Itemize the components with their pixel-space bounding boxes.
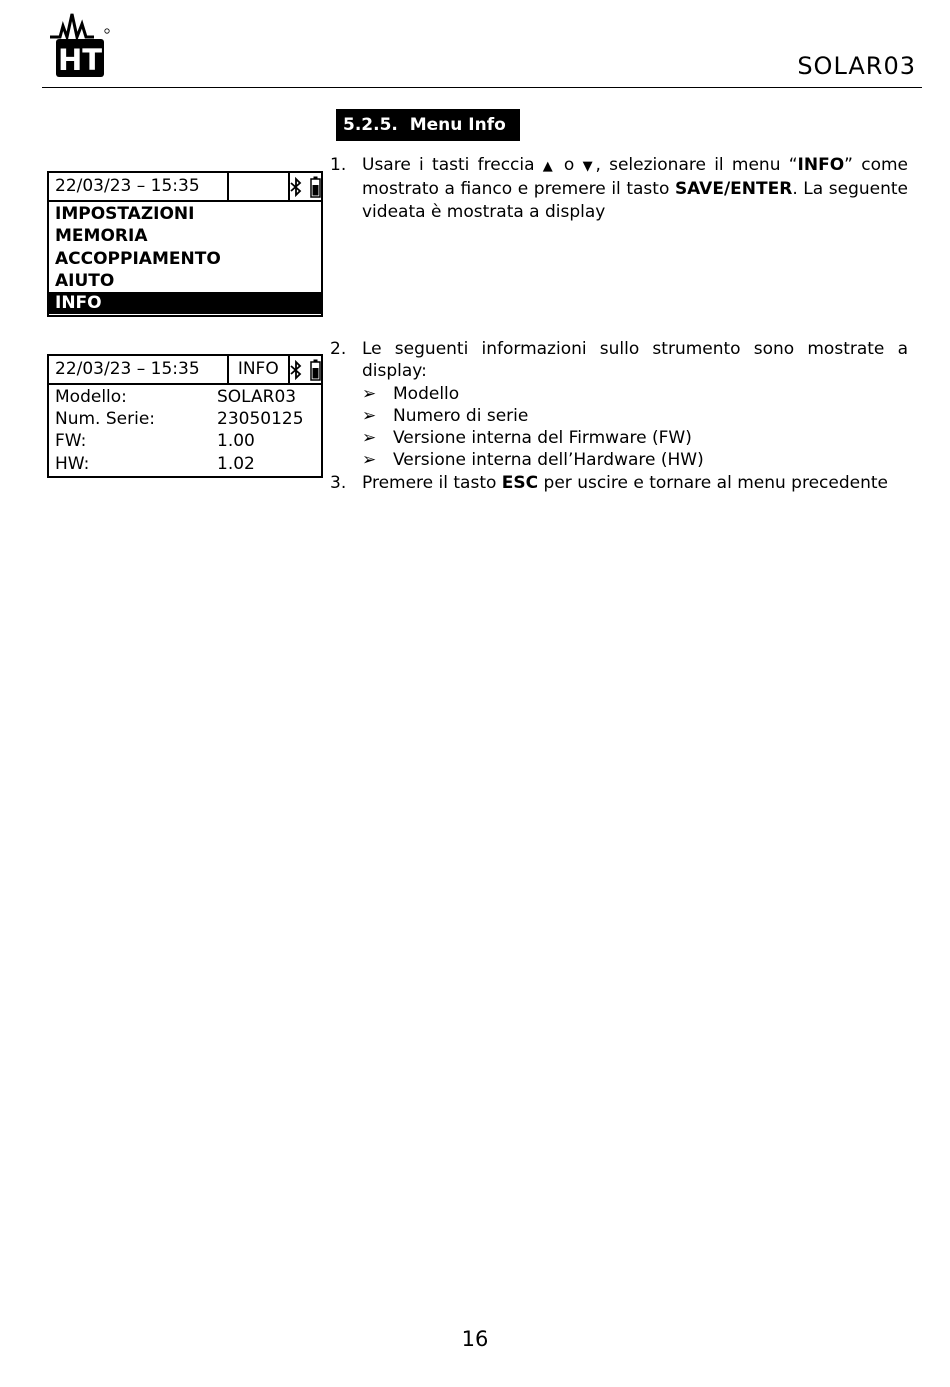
bullet-list	[362, 383, 908, 472]
display-status-bar	[49, 173, 321, 202]
arrow-up-icon: ▲	[542, 159, 556, 174]
step-1	[330, 154, 908, 223]
info-label: FW:	[55, 431, 87, 452]
bullet-text: Versione interna del Firmware (FW)	[393, 428, 692, 449]
info-value: SOLAR03	[217, 387, 297, 407]
arrow-bullet-icon: ➢	[362, 450, 377, 471]
bluetooth-icon	[290, 177, 302, 197]
info-value: 1.00	[217, 431, 255, 452]
info-value: 23050125	[217, 409, 304, 430]
arrow-down-icon: ▼	[582, 159, 596, 174]
list-item	[362, 449, 908, 471]
display-menu-screen	[47, 171, 323, 317]
info-row-serial	[49, 408, 321, 430]
text-run: Premere il tasto	[362, 473, 502, 493]
step-3	[330, 472, 908, 494]
info-row-fw	[49, 430, 321, 452]
step-text	[362, 338, 908, 472]
bluetooth-icon	[290, 360, 302, 380]
menu-item-accoppiamento[interactable]: ACCOPPIAMENTO	[55, 248, 221, 269]
bullet-text: Versione interna dell’Hardware (HW)	[393, 450, 704, 471]
info-label: HW:	[55, 453, 90, 474]
step-number: 2.	[330, 339, 347, 359]
battery-icon	[310, 359, 321, 381]
display-menu-list	[49, 202, 321, 315]
model-title: SOLAR03	[797, 52, 916, 80]
display-info-list	[49, 385, 321, 476]
menu-item-aiuto[interactable]: AIUTO	[55, 270, 115, 291]
list-item	[362, 427, 908, 449]
info-value: 1.02	[217, 453, 255, 474]
key-esc: ESC	[501, 473, 539, 493]
step-text	[362, 154, 908, 223]
display-info-screen	[47, 354, 323, 478]
step-number: 3.	[330, 473, 347, 493]
display-mode: INFO	[227, 356, 288, 383]
display-datetime: 22/03/23 – 15:35	[55, 176, 200, 196]
step-2	[330, 338, 908, 472]
text-run: Usare i tasti freccia	[362, 155, 543, 175]
section-number: 5.2.5.	[343, 115, 398, 135]
info-row-model	[49, 386, 321, 408]
display-datetime: 22/03/23 – 15:35	[55, 359, 200, 379]
list-item	[362, 405, 908, 427]
menu-item-memoria[interactable]: MEMORIA	[55, 226, 148, 247]
header-divider	[42, 87, 922, 88]
text-run: per uscire e tornare al menu precedente	[538, 473, 888, 493]
info-label: Num. Serie:	[55, 409, 156, 430]
text-run: . La seguente videata è mostrata a display	[362, 179, 908, 222]
list-item	[362, 383, 908, 405]
text-run: ” come mostrato a fianco e premere il tasto	[362, 155, 909, 200]
bullet-text: Modello	[393, 383, 460, 404]
logo-text: HT	[57, 43, 103, 77]
display-mode	[227, 173, 288, 200]
arrow-bullet-icon: ➢	[362, 405, 377, 426]
ht-logo	[50, 10, 112, 80]
info-label: Modello:	[55, 387, 127, 407]
section-title: Menu Info	[409, 115, 506, 135]
text-run: , selezionare il menu “	[595, 155, 798, 175]
info-row-hw	[49, 453, 321, 475]
section-heading	[336, 109, 520, 141]
page-number: 16	[461, 1327, 489, 1351]
menu-item-info[interactable]: INFO	[49, 292, 321, 314]
display-status-bar	[49, 356, 321, 385]
battery-icon	[310, 176, 321, 198]
menu-item-impostazioni[interactable]: IMPOSTAZIONI	[55, 204, 195, 224]
text-run: Le seguenti informazioni sullo strumento sono mostrate a display:	[362, 339, 908, 382]
arrow-bullet-icon: ➢	[362, 428, 377, 449]
text-run: o	[555, 155, 583, 175]
step-number: 1.	[330, 155, 347, 175]
arrow-bullet-icon: ➢	[362, 383, 377, 404]
step-text	[362, 472, 908, 494]
key-info: INFO	[797, 155, 845, 175]
key-save-enter: SAVE/ENTER	[674, 179, 793, 200]
bullet-text: Numero di serie	[393, 405, 529, 426]
